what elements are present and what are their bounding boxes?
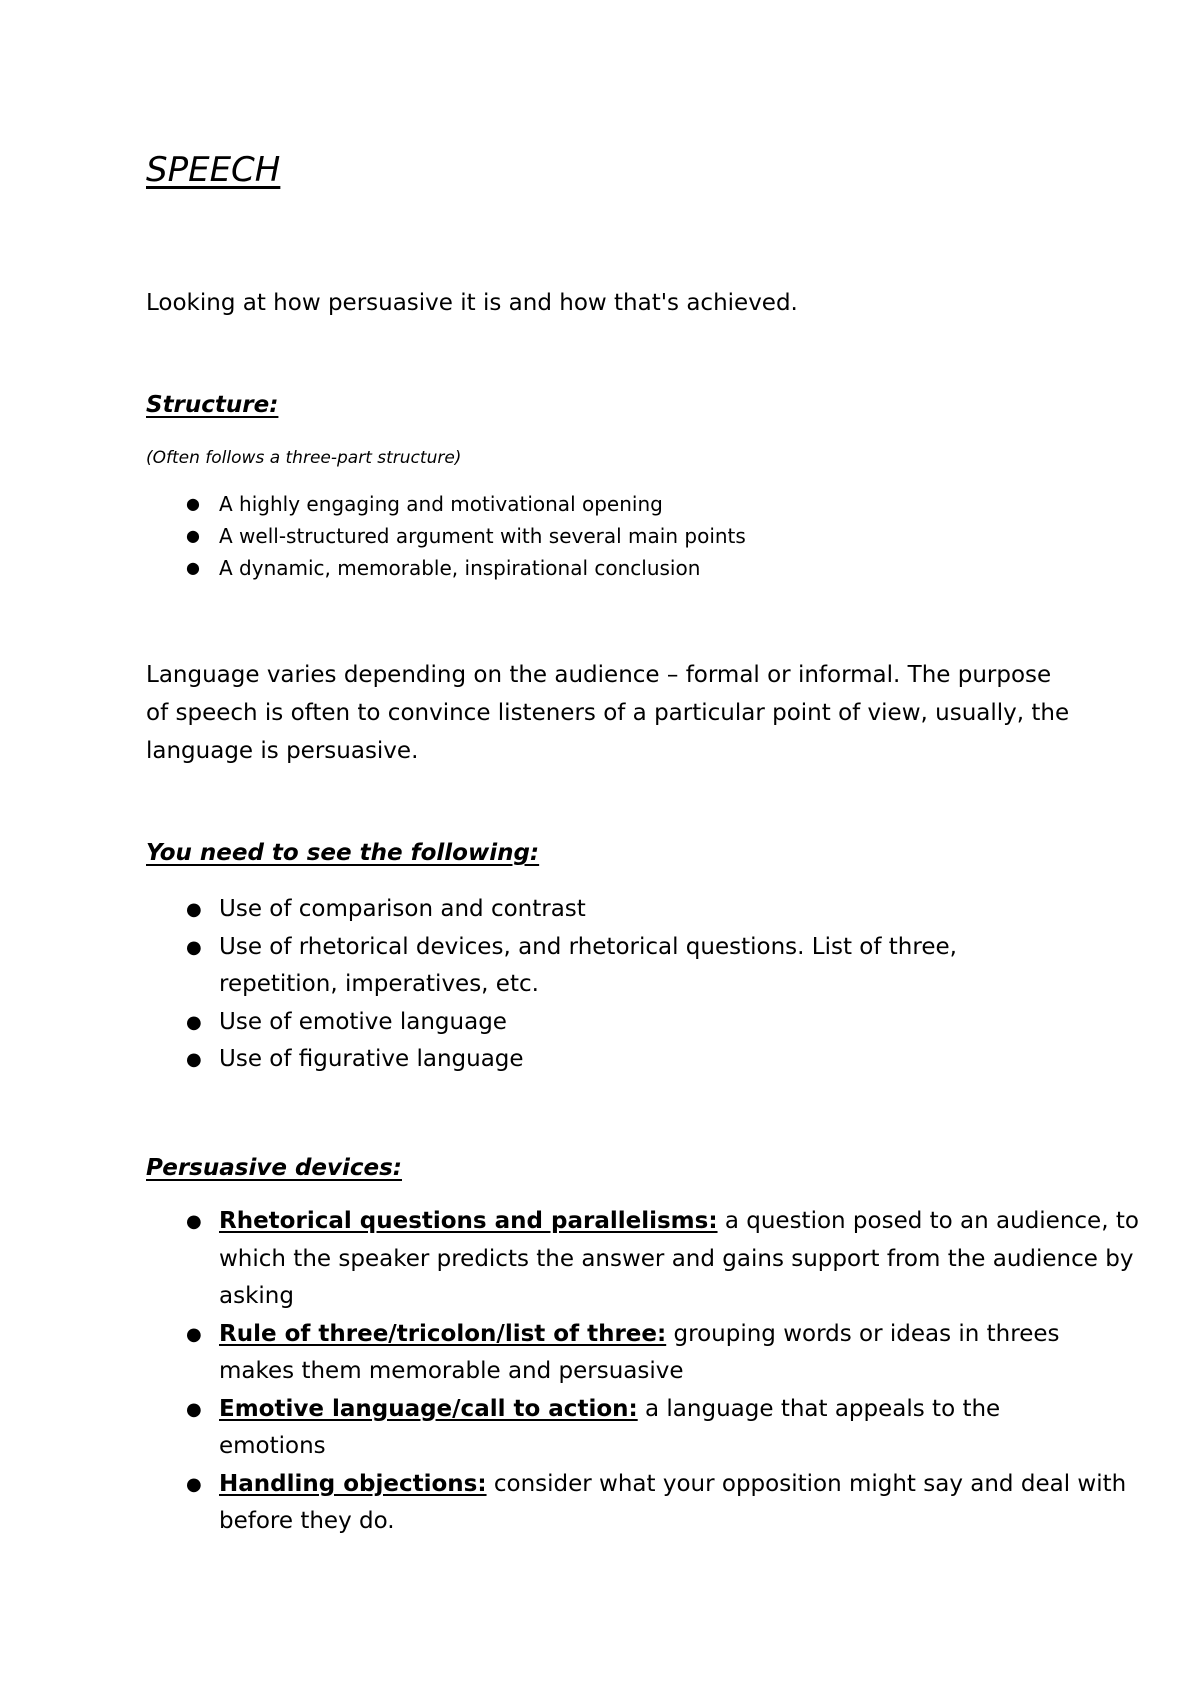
list-item	[146, 1203, 1169, 1316]
list-item	[146, 929, 1049, 1004]
list-item	[146, 1041, 1169, 1079]
devices-list	[146, 1203, 1169, 1541]
bullet-icon: ●	[186, 1049, 202, 1070]
bullet-icon: ●	[186, 1011, 202, 1033]
structure-heading: Structure:	[146, 392, 279, 418]
bullet-icon: ●	[186, 899, 202, 920]
structure-note: (Often follows a three-part structure)	[146, 448, 462, 468]
device-term: Emotive language/call to action:	[219, 1395, 638, 1422]
device-description: a language that appeals to the emotions	[219, 1395, 1001, 1459]
intro-text: Looking at how persuasive it is and how that's achieved.	[146, 290, 798, 316]
list-item	[146, 488, 746, 520]
bullet-icon: ●	[186, 558, 200, 577]
list-item	[146, 1004, 1169, 1042]
list-item-text: Use of comparison and contrast	[219, 896, 586, 922]
bullet-icon: ●	[186, 494, 200, 513]
list-item	[146, 1391, 1109, 1466]
list-item-text: A highly engaging and motivational opening	[219, 492, 663, 516]
list-item-text: A dynamic, memorable, inspirational conclusion	[219, 556, 701, 580]
structure-list	[146, 488, 746, 584]
device-term: Handling objections:	[219, 1470, 487, 1497]
list-item-text: A well-structured argument with several main points	[219, 524, 746, 548]
document-title: SPEECH	[146, 150, 281, 190]
list-item-text: Use of rhetorical devices, and rhetorical questions. List of three, repetition, imperatives, etc.	[219, 933, 957, 997]
device-term: Rhetorical questions and parallelisms:	[219, 1208, 718, 1234]
bullet-icon: ●	[186, 1473, 202, 1495]
bullet-icon: ●	[186, 1398, 202, 1420]
bullet-icon: ●	[186, 1211, 202, 1232]
following-list	[146, 891, 1169, 1079]
device-term: Rule of three/tricolon/list of three:	[219, 1320, 667, 1347]
list-item	[146, 520, 746, 552]
list-item	[146, 1466, 1149, 1541]
list-item-text: Use of figurative language	[219, 1046, 524, 1072]
bullet-icon: ●	[186, 936, 202, 958]
device-description: grouping words or ideas in threes makes them memorable and persuasive	[219, 1320, 1060, 1384]
list-item-text: Use of emotive language	[219, 1008, 507, 1035]
list-item	[146, 891, 1169, 929]
bullet-icon: ●	[186, 1323, 202, 1345]
bullet-icon: ●	[186, 526, 200, 545]
list-item	[146, 552, 746, 584]
device-description: a question posed to an audience, to which the speaker predicts the answer and gains support from the audience by asking	[219, 1208, 1139, 1309]
following-heading: You need to see the following:	[146, 840, 540, 866]
devices-heading: Persuasive devices:	[146, 1155, 402, 1181]
device-description: consider what your opposition might say and deal with before they do.	[219, 1470, 1127, 1534]
list-item	[146, 1316, 1119, 1391]
language-paragraph: Language varies depending on the audience – formal or informal. The purpose of speech is often to convince listeners of a particular point of view, usually, the language is persuasive.	[146, 662, 1070, 764]
